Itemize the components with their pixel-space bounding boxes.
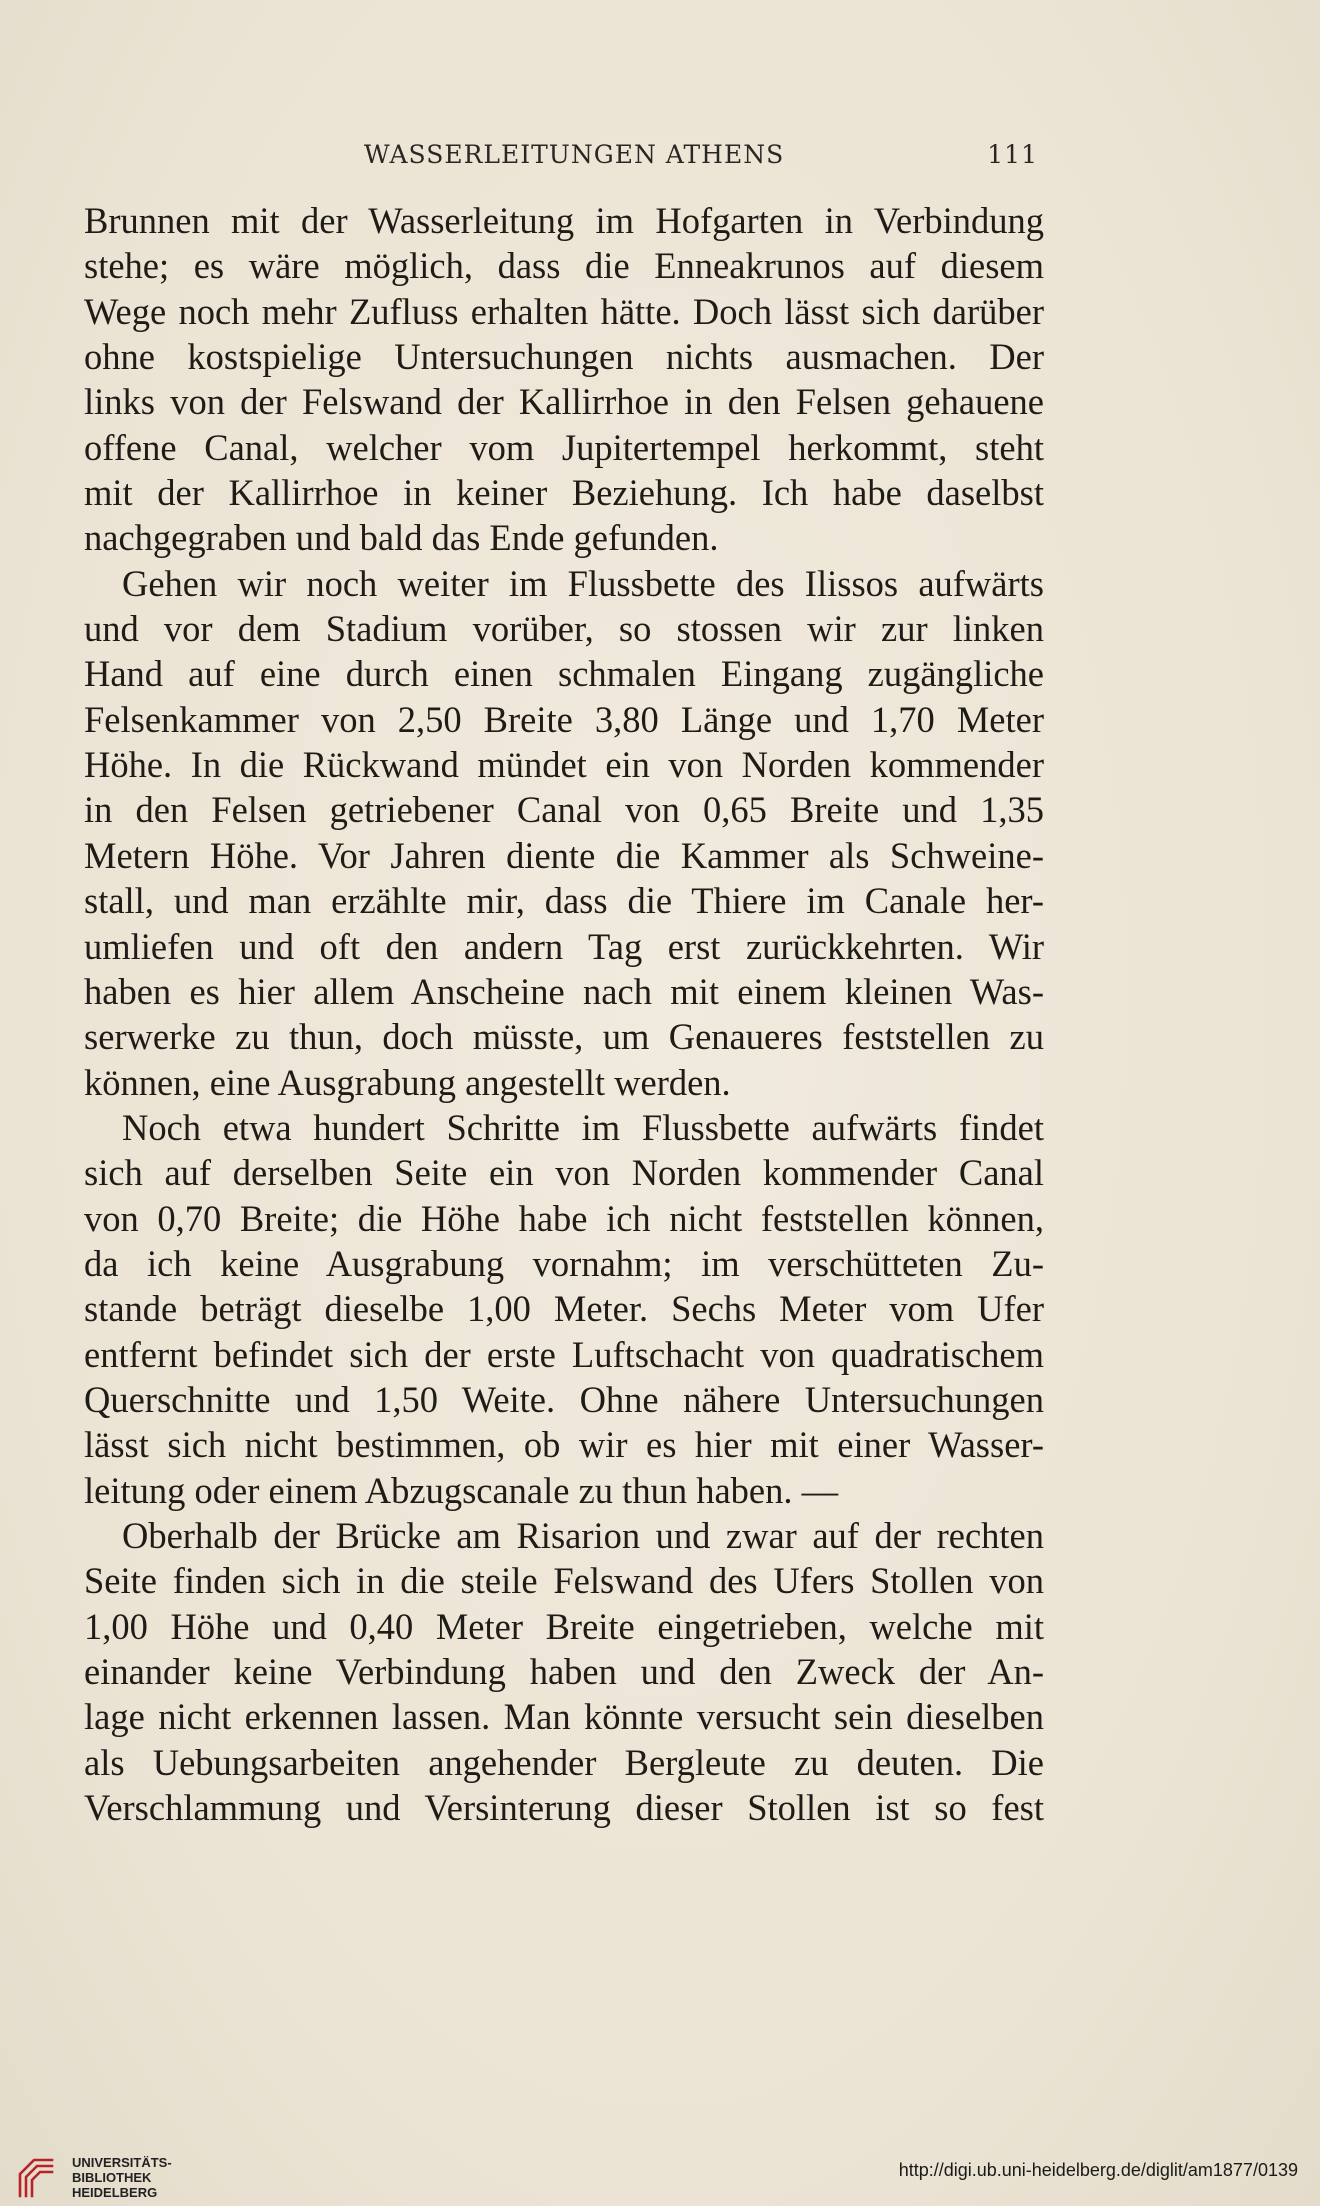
text-line: sich auf derselben Seite ein von Norden kommender Canal — [84, 1152, 1044, 1194]
text-line: umliefen und oft den andern Tag erst zurückkehrten. Wir — [84, 925, 1044, 967]
running-title: WASSERLEITUNGEN ATHENS — [364, 140, 785, 169]
library-logo-icon — [12, 2154, 58, 2200]
text-line: Verschlammung und Versinterung dieser Stollen ist so fest — [84, 1787, 1044, 1829]
text-line: Hand auf eine durch einen schmalen Eingang zugängliche — [84, 653, 1044, 695]
text-line: und vor dem Stadium vorüber, so stossen wir zur linken — [84, 608, 1044, 650]
text-line: nachgegraben und bald das Ende gefunden. — [84, 517, 719, 559]
text-line: Oberhalb der Brücke am Risarion und zwar auf der rechten — [122, 1514, 1044, 1556]
library-name-line: HEIDELBERG — [72, 2185, 158, 2200]
text-line: 1,00 Höhe und 0,40 Meter Breite eingetrieben, welche mit — [84, 1605, 1044, 1647]
text-line: mit der Kallirrhoe in keiner Beziehung. Ich habe daselbst — [84, 472, 1044, 514]
library-name — [72, 2155, 172, 2200]
text-line: Seite finden sich in die steile Felswand des Ufers Stollen von — [84, 1560, 1044, 1602]
text-line: Höhe. In die Rückwand mündet ein von Norden kommender — [84, 744, 1044, 786]
text-line: lage nicht erkennen lassen. Man könnte versucht sein dieselben — [84, 1696, 1044, 1738]
text-line: leitung oder einem Abzugscanale zu thun haben. — — [84, 1469, 839, 1511]
text-line: von 0,70 Breite; die Höhe habe ich nicht feststellen können, — [84, 1197, 1044, 1239]
text-line: können, eine Ausgrabung angestellt werden. — [84, 1061, 731, 1103]
text-line: ohne kostspielige Untersuchungen nichts ausmachen. Der — [84, 336, 1044, 378]
text-line: lässt sich nicht bestimmen, ob wir es hier mit einer Wasser- — [84, 1424, 1044, 1466]
library-name-line: UNIVERSITÄTS- — [72, 2155, 172, 2170]
text-line: stande beträgt dieselbe 1,00 Meter. Sechs Meter vom Ufer — [84, 1288, 1044, 1330]
library-name-line: BIBLIOTHEK — [72, 2170, 152, 2185]
text-line: Metern Höhe. Vor Jahren diente die Kammer als Schweine- — [84, 834, 1044, 876]
text-line: da ich keine Ausgrabung vornahm; im verschütteten Zu- — [84, 1242, 1044, 1284]
text-line: als Uebungsarbeiten angehender Bergleute zu deuten. Die — [84, 1741, 1044, 1783]
text-line: Felsenkammer von 2,50 Breite 3,80 Länge und 1,70 Meter — [84, 698, 1044, 740]
text-line: einander keine Verbindung haben und den Zweck der An- — [84, 1651, 1044, 1692]
text-line: Querschnitte und 1,50 Weite. Ohne nähere Untersuchungen — [84, 1378, 1044, 1420]
page-number: 111 — [987, 140, 1038, 169]
text-line: links von der Felswand der Kallirrhoe in den Felsen gehauene — [84, 381, 1044, 423]
source-url-link[interactable]: http://digi.ub.uni-heidelberg.de/diglit/am1877/0139 — [898, 2160, 1298, 2180]
text-line: stehe; es wäre möglich, dass die Enneakrunos auf diesem — [84, 245, 1044, 287]
footer — [0, 2150, 1320, 2206]
text-line: in den Felsen getriebener Canal von 0,65 Breite und 1,35 — [84, 789, 1044, 831]
text-line: Brunnen mit der Wasserleitung im Hofgarten in Verbindung — [84, 200, 1044, 241]
text-line: Gehen wir noch weiter im Flussbette des Ilissos aufwärts — [122, 562, 1044, 604]
text-line: Wege noch mehr Zufluss erhalten hätte. Doch lässt sich darüber — [84, 290, 1044, 332]
text-line: offene Canal, welcher vom Jupitertempel herkommt, steht — [84, 426, 1044, 468]
text-line: Noch etwa hundert Schritte im Flussbette aufwärts findet — [122, 1106, 1044, 1148]
text-line: entfernt befindet sich der erste Luftschacht von quadratischem — [84, 1333, 1044, 1375]
body-text — [84, 198, 1044, 1830]
text-line: serwerke zu thun, doch müsste, um Genaueres feststellen zu — [84, 1016, 1044, 1058]
running-head — [84, 140, 1038, 180]
text-line: stall, und man erzählte mir, dass die Thiere im Canale her- — [84, 880, 1044, 922]
text-line: haben es hier allem Anscheine nach mit einem kleinen Was- — [84, 970, 1044, 1012]
